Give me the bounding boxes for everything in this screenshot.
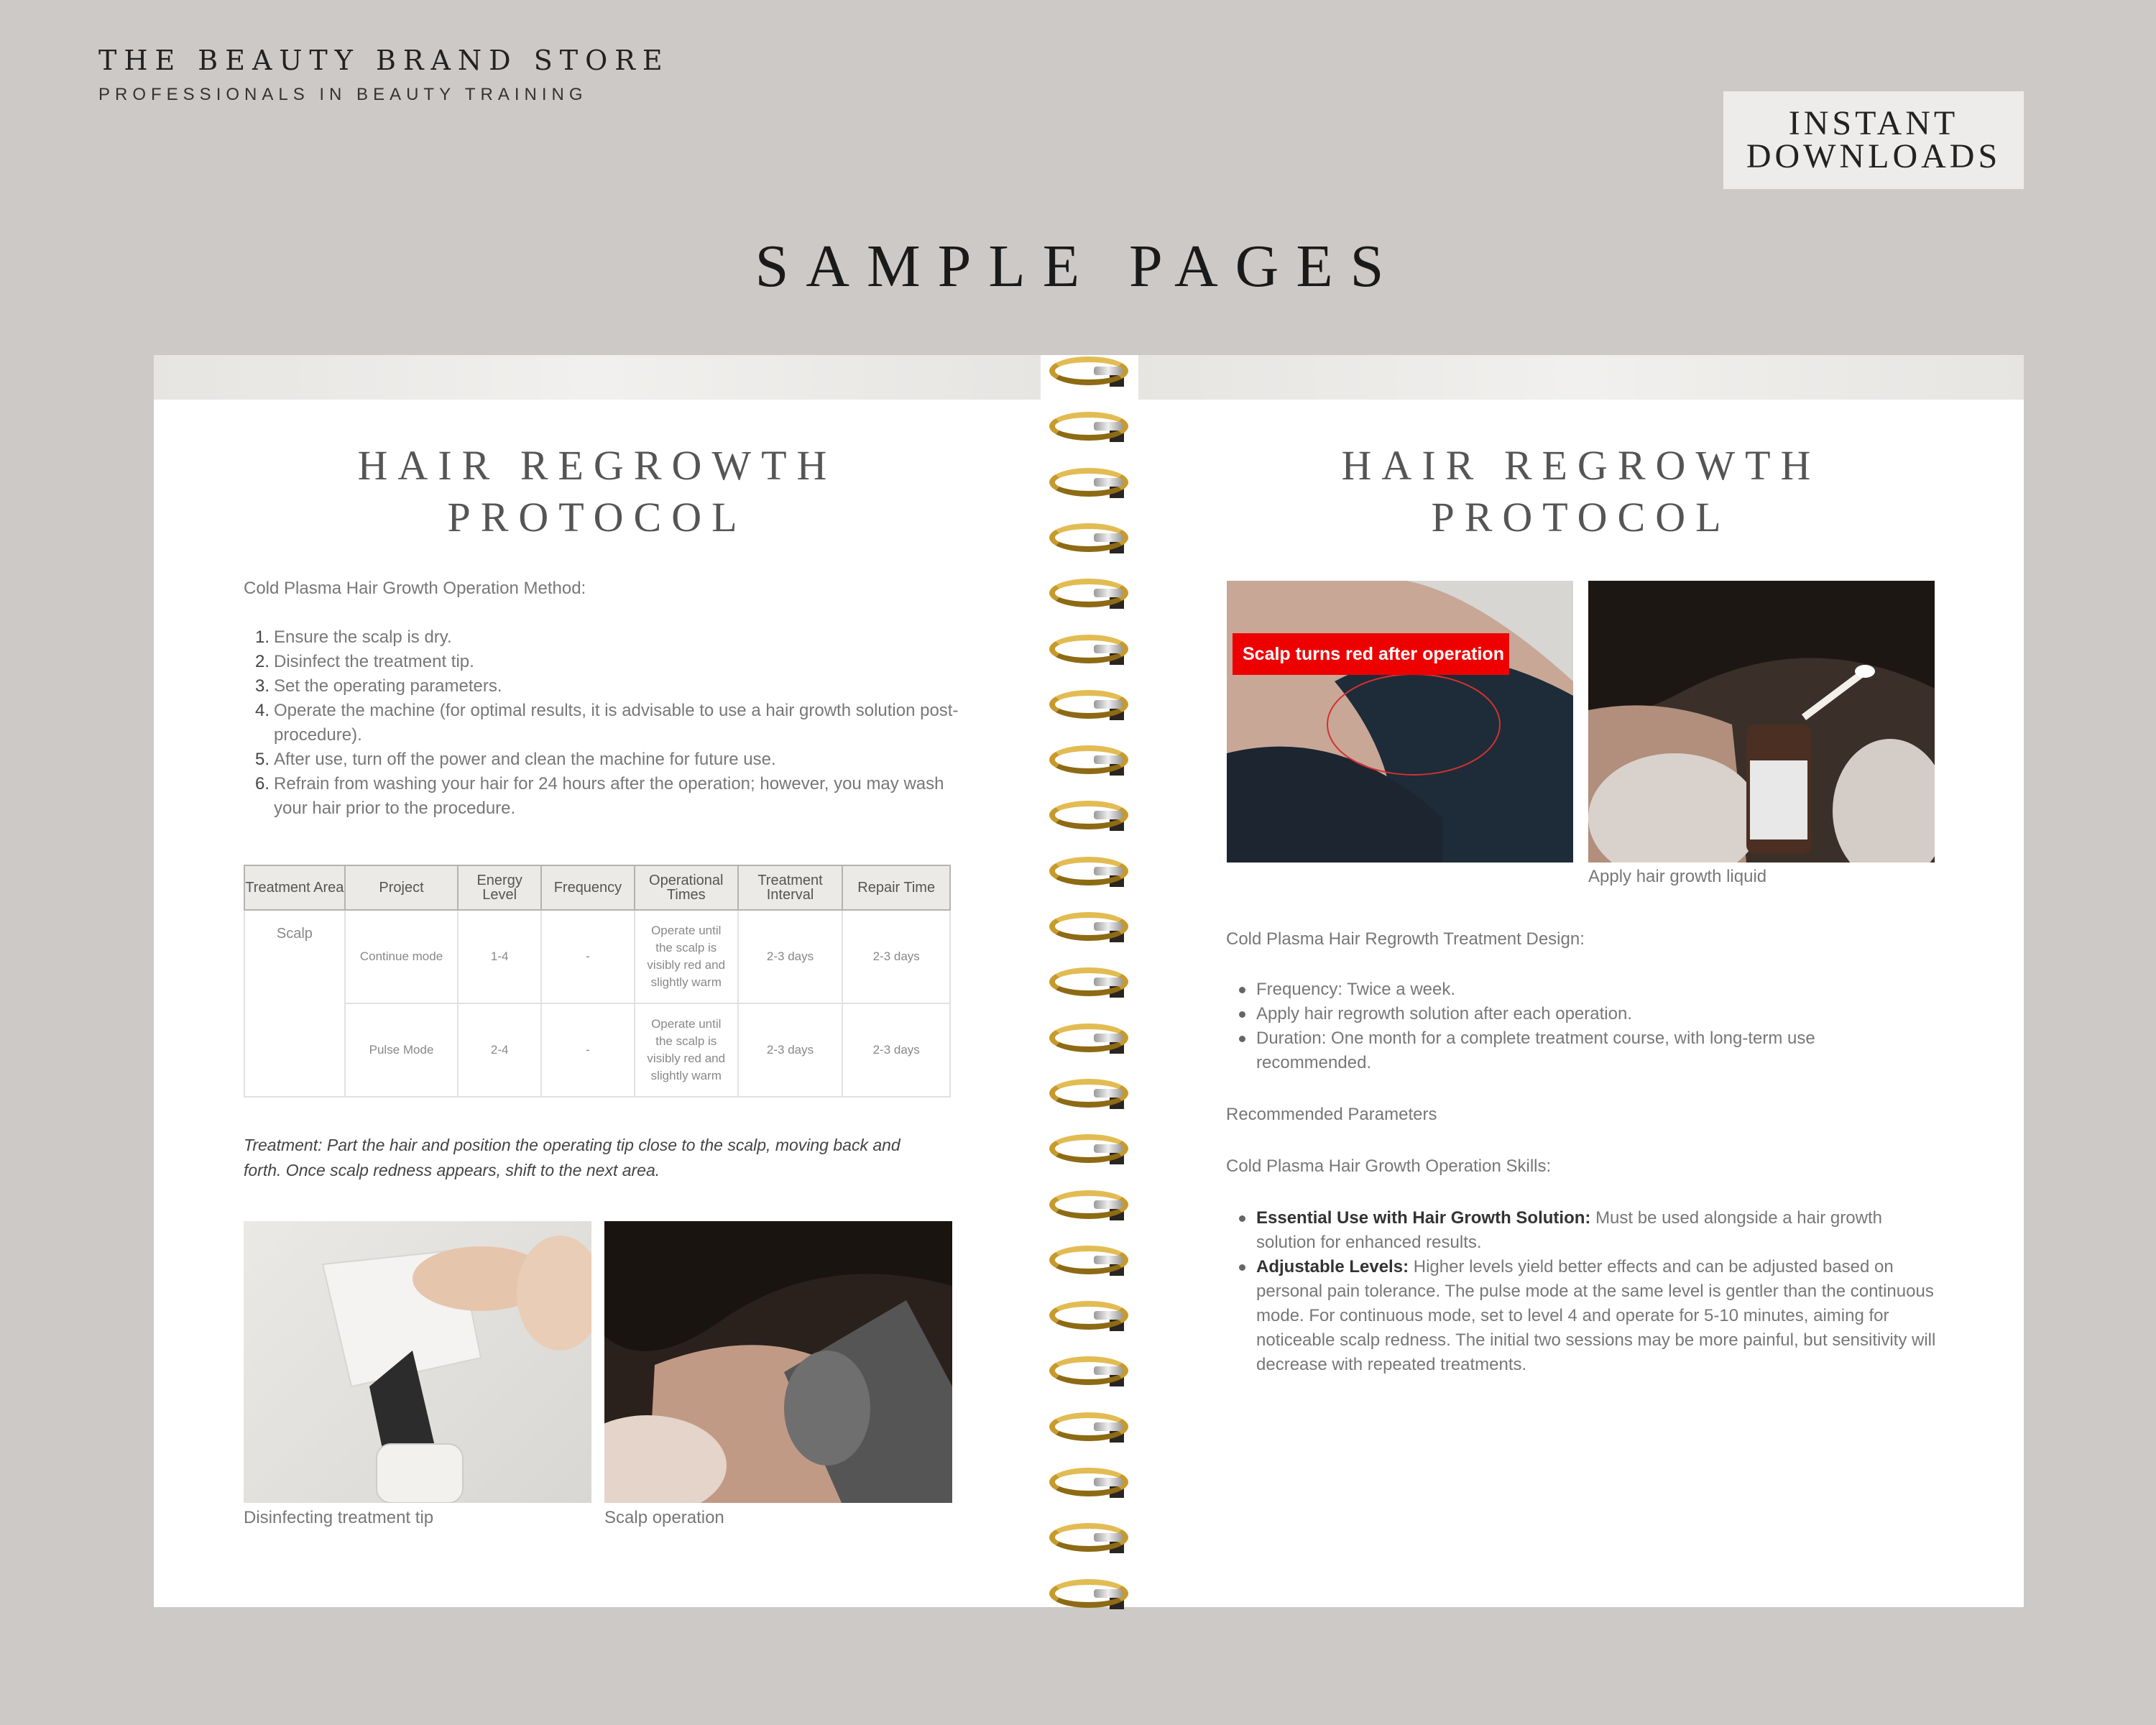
spiral-ring xyxy=(1049,690,1128,719)
spiral-ring xyxy=(1049,1579,1128,1608)
method-steps xyxy=(244,625,962,821)
photo-scalp-red xyxy=(1227,581,1573,862)
step-text: Refrain from washing your hair for 24 hours after the operation; however, you may wash your hair prior to the procedure. xyxy=(274,774,944,818)
table-cell: 2-3 days xyxy=(738,910,843,1003)
spiral-ring xyxy=(1049,635,1128,663)
spiral-ring xyxy=(1049,579,1128,607)
params-heading: Recommended Parameters xyxy=(1226,1105,1437,1124)
step-item xyxy=(244,699,962,748)
design-list xyxy=(1226,978,1930,1075)
step-item xyxy=(244,650,962,674)
table-cell: 2-3 days xyxy=(842,1003,950,1097)
scalp-operation-illustration xyxy=(604,1221,952,1503)
spiral-ring xyxy=(1049,1246,1128,1274)
skill-text: Higher levels yield better effects and can be adjusted based on personal pain tolerance. The pulse mode at the same level is gentler than the continuous mode. For continuous mode, set to level 4 and operate for 5-10 minutes, aiming for noticeable scalp redness. The initial two sessions may be more painful, but sensitivity will decrease with repeated treatments. xyxy=(1256,1257,1936,1374)
table-header: Frequency xyxy=(541,865,635,910)
disinfecting-illustration xyxy=(244,1221,591,1503)
spiral-ring xyxy=(1049,912,1128,941)
spiral-binding xyxy=(1041,355,1138,1607)
photo-apply-liquid xyxy=(1588,581,1935,862)
spiral-ring xyxy=(1049,1190,1128,1219)
spiral-ring xyxy=(1049,745,1128,774)
left-page-title xyxy=(154,440,1041,543)
table-cell: Operate until the scalp is visibly red and slightly warm xyxy=(635,910,738,1003)
title-line1: HAIR REGROWTH xyxy=(357,442,837,489)
spiral-ring xyxy=(1049,1134,1128,1163)
step-text: Disinfect the treatment tip. xyxy=(274,652,474,671)
step-number: 4. xyxy=(255,701,270,720)
skill-title: Adjustable Levels: xyxy=(1256,1257,1409,1276)
table-row xyxy=(244,910,950,1003)
table-cell: 1-4 xyxy=(458,910,541,1003)
step-text: Ensure the scalp is dry. xyxy=(274,627,452,647)
page-top-band xyxy=(1138,355,2024,400)
caption-disinfecting: Disinfecting treatment tip xyxy=(244,1508,434,1527)
list-item: Apply hair regrowth solution after each operation. xyxy=(1226,1002,1930,1026)
table-cell: - xyxy=(541,910,635,1003)
skills-list xyxy=(1226,1206,1945,1377)
page-top-band xyxy=(154,355,1041,400)
list-item: Frequency: Twice a week. xyxy=(1226,978,1930,1002)
title-line2: PROTOCOL xyxy=(447,494,747,540)
skills-heading: Cold Plasma Hair Growth Operation Skills: xyxy=(1226,1156,1552,1176)
caption-scalp-operation: Scalp operation xyxy=(604,1508,724,1527)
skill-title: Essential Use with Hair Growth Solution: xyxy=(1256,1208,1591,1228)
step-number: 1. xyxy=(255,627,270,647)
spiral-ring xyxy=(1049,1024,1128,1052)
table-header: Energy Level xyxy=(458,865,541,910)
table-cell: Continue mode xyxy=(345,910,459,1003)
table-cell: 2-3 days xyxy=(842,910,950,1003)
list-item: Duration: One month for a complete treatment course, with long-term use recommended. xyxy=(1226,1026,1930,1075)
spiral-ring xyxy=(1049,468,1128,497)
table-cell: Pulse Mode xyxy=(345,1003,459,1097)
spiral-ring xyxy=(1049,523,1128,552)
right-page xyxy=(1138,355,2024,1607)
step-item xyxy=(244,748,962,772)
table-cell: 2-4 xyxy=(458,1003,541,1097)
table-cell: 2-3 days xyxy=(738,1003,843,1097)
instant-downloads-badge xyxy=(1723,91,2024,189)
table-header: Project xyxy=(345,865,459,910)
photo-scalp-operation xyxy=(604,1221,952,1503)
brand-header xyxy=(98,45,670,105)
spiral-ring xyxy=(1049,1412,1128,1441)
table-cell: Operate until the scalp is visibly red and slightly warm xyxy=(635,1003,738,1097)
step-item xyxy=(244,674,962,699)
spiral-ring xyxy=(1049,1079,1128,1108)
title-line1: HAIR REGROWTH xyxy=(1341,442,1821,489)
table-header: Treatment Interval xyxy=(738,865,843,910)
table-header: Operational Times xyxy=(635,865,738,910)
list-item xyxy=(1226,1206,1945,1255)
parameters-table xyxy=(244,865,951,1098)
treatment-note: Treatment: Part the hair and position the operating tip close to the scalp, moving back and forth. Once scalp redness appears, shift to the next area. xyxy=(244,1136,900,1179)
badge-line1: INSTANT xyxy=(1788,104,1959,142)
table-row xyxy=(244,1003,950,1097)
skill-text: Must be used alongside a hair growth solution for enhanced results. xyxy=(1256,1208,1882,1252)
step-number: 5. xyxy=(255,750,270,769)
main-title: SAMPLE PAGES xyxy=(755,233,1401,300)
spiral-ring xyxy=(1049,857,1128,886)
caption-apply-liquid: Apply hair growth liquid xyxy=(1588,867,1767,886)
table-header: Treatment Area xyxy=(244,865,345,910)
method-heading: Cold Plasma Hair Growth Operation Method: xyxy=(244,579,586,598)
scalp-red-illustration xyxy=(1227,581,1573,862)
brand-tagline: PROFESSIONALS IN BEAUTY TRAINING xyxy=(98,85,588,104)
left-page xyxy=(154,355,1041,1607)
apply-liquid-illustration xyxy=(1588,581,1935,862)
scalp-red-label: Scalp turns red after operation xyxy=(1233,633,1509,675)
spiral-ring xyxy=(1049,1468,1128,1496)
design-heading: Cold Plasma Hair Regrowth Treatment Design: xyxy=(1226,929,1585,949)
step-number: 2. xyxy=(255,652,270,671)
title-line2: PROTOCOL xyxy=(1431,494,1731,540)
step-number: 6. xyxy=(255,774,270,794)
spiral-ring xyxy=(1049,1301,1128,1330)
table-header: Repair Time xyxy=(842,865,950,910)
step-item xyxy=(244,772,962,821)
list-item xyxy=(1226,1255,1945,1377)
table-header-row xyxy=(244,865,950,910)
step-item xyxy=(244,625,962,650)
brand-name: THE BEAUTY BRAND STORE xyxy=(98,45,670,76)
table-cell-area: Scalp xyxy=(244,910,345,1097)
step-number: 3. xyxy=(255,676,270,696)
spiral-ring xyxy=(1049,356,1128,385)
step-text: Set the operating parameters. xyxy=(274,676,502,696)
step-text: After use, turn off the power and clean the machine for future use. xyxy=(274,750,776,769)
right-page-title xyxy=(1138,440,2024,543)
badge-line2: DOWNLOADS xyxy=(1746,137,2001,175)
step-text: Operate the machine (for optimal results, it is advisable to use a hair growth solution post-procedure). xyxy=(274,701,959,745)
photo-disinfecting-tip xyxy=(244,1221,591,1503)
table-cell: - xyxy=(541,1003,635,1097)
